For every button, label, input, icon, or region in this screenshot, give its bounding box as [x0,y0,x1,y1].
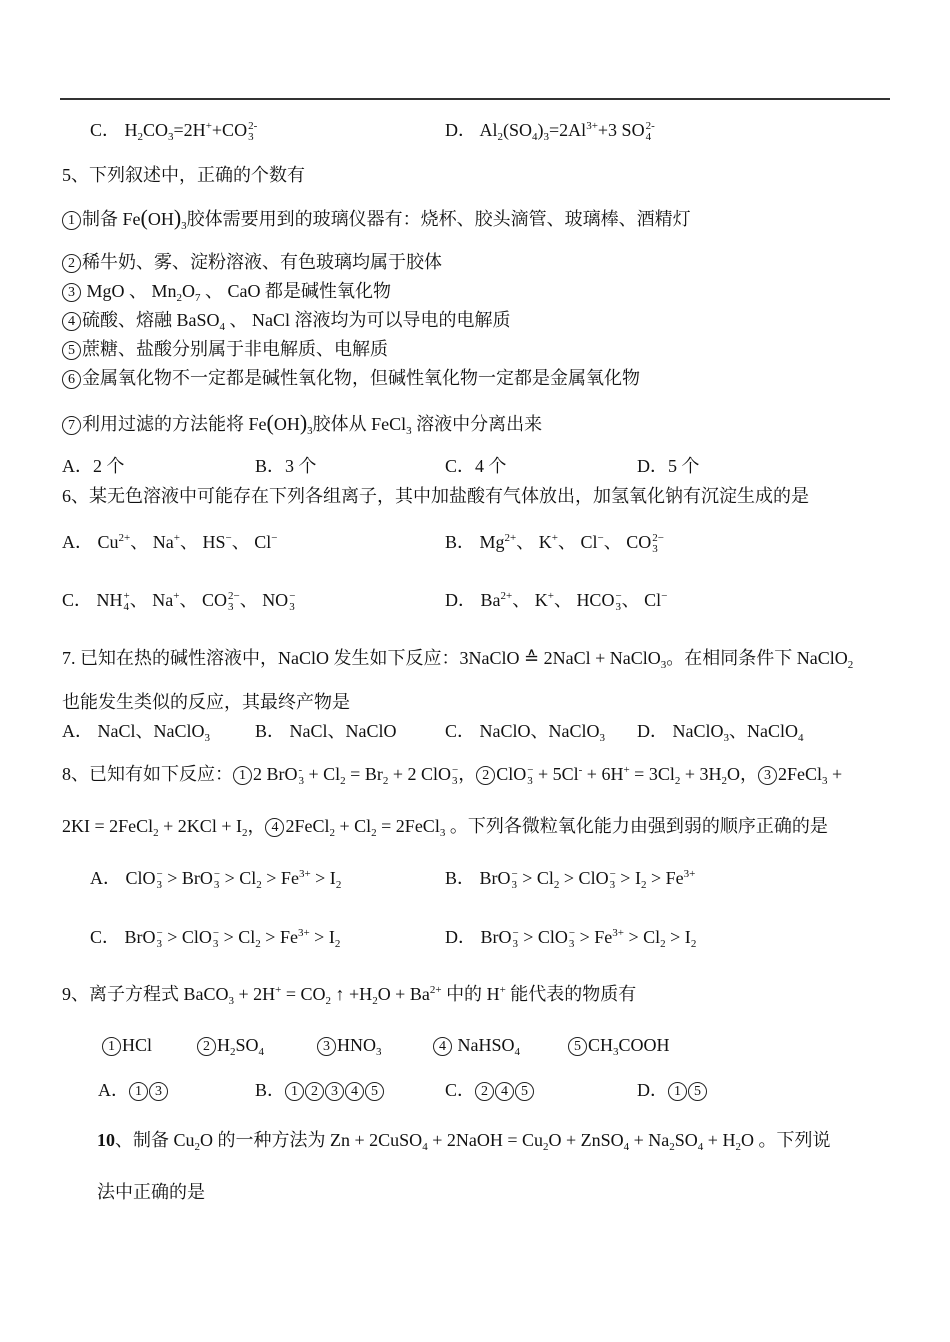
q10-stem-line1: 10、制备 $Cu_2O$ 的一种方法为 Zn + 2CuSO$_4$ + 2NaOH = $Cu_2O$ + ZnSO$_4$ + $Na_2SO_4 + H_2O$ 。下列说 [97,1130,831,1153]
option-d-al2so43: D． $Al_2(SO_4)_3=2Al^{3+}+3$ SO 2- 4 [445,119,655,143]
q5-statement-2: 2 稀牛奶、雾、淀粉溶液、有色玻璃均属于胶体 [62,250,442,274]
q7-option-d[interactable]: D． NaClO$_3$、NaClO$_4$ [637,721,804,744]
q10-stem-line2: 法中正确的是 [97,1182,205,1202]
circled-number-5: 5 [62,341,81,360]
q5-stem: 5、下列叙述中，正确的个数有 [62,165,305,185]
q9-option-a[interactable]: A． 1 3 [98,1078,169,1102]
q7-stem-line2: 也能发生类似的反应，其最终产物是 [62,692,350,712]
q5-option-b[interactable]: B．3 个 [255,456,317,476]
q9-option-c[interactable]: C． 2 4 5 [445,1078,535,1102]
q6-option-a[interactable]: A． $Cu^{2+}$、 Na+、 HS−、 Cl− [62,532,278,552]
q5-option-c[interactable]: C．4 个 [445,456,507,476]
q5-statement-1: 1 制备 $Fe(OH)_3$胶体需要用到的玻璃仪器有：烧杯、胶头滴管、玻璃棒、酒精灯 [62,206,691,230]
q8-stem-line1: 8、已知有如下反应： 1 2 BrO - 3 + $Cl_2 = Br_2 + 2$ ClO − 3 ， 2 ClO − 3 + $5Cl^- + 6H^+ = 3Cl_2 + 3H_2O$， 3 2FeCl$_3$ + [62,763,843,787]
q9-substance-5: 5 $CH_3COOH$ [568,1033,670,1057]
header-rule [60,98,890,100]
q8-option-c[interactable]: C． BrO − 3 > ClO − 3 > $Cl_2 > Fe^{3+} > I_2$ [90,926,341,950]
option-c-h2co3: C． $H_2CO_3=2H^++CO$ 2- 3 [90,119,258,143]
circled-number-2: 2 [62,254,81,273]
q6-option-d[interactable]: D． $Ba^{2+}$、 K+、 HCO − 3 、 Cl− [445,589,668,613]
q7-option-c[interactable]: C． NaClO、NaClO$_3$ [445,721,606,744]
q8-stem-line2: 2KI = 2FeCl$_2$ + $2KCl + I_2$， 4 2FeCl$_2$ + $Cl_2$ = 2FeCl$_3$ 。下列各微粒氧化能力由强到弱的顺序正确的是 [62,816,828,839]
q9-substance-4: 4 NaHSO$_4$ [433,1033,520,1057]
q7-option-a[interactable]: A． NaCl、NaClO$_3$ [62,721,210,744]
q5-statement-7: 7 利用过滤的方法能将 $Fe(OH)_3$胶体从 FeCl$_3$ 溶液中分离出来 [62,411,542,435]
q6-option-b[interactable]: B． $Mg^{2+}$、 K+、 Cl−、 CO 2− 3 [445,531,664,555]
q7-stem-line1: 7. 已知在热的碱性溶液中，NaClO 发生如下反应：3NaClO ≙ 2NaCl + NaClO$_3$。在相同条件下 NaClO$_2$ [62,648,854,671]
q8-option-b[interactable]: B． BrO − 3 > $Cl_2$ > ClO − 3 > $I_2 > Fe^{3+}$ [445,867,696,891]
circled-number-7: 7 [62,416,81,435]
q5-statement-5: 5 蔗糖、盐酸分别属于非电解质、电解质 [62,337,388,361]
q10-number: 10 [97,1130,115,1150]
q5-statement-6: 6 金属氧化物不一定都是碱性氧化物，但碱性氧化物一定都是金属氧化物 [62,366,640,390]
q5-option-d[interactable]: D．5 个 [637,456,700,476]
q5-option-a[interactable]: A．2 个 [62,456,125,476]
q7-option-b[interactable]: B． NaCl、NaClO [255,721,397,741]
circled-number-3: 3 [62,283,81,302]
q9-substance-2: 2 $H_2SO_4$ [197,1033,264,1057]
circled-number-6: 6 [62,370,81,389]
q8-option-d[interactable]: D． BrO − 3 > ClO − 3 > $Fe^{3+} > Cl_2 > I_2$ [445,926,697,950]
q6-option-c[interactable]: C． NH + 4 、 Na+、 CO 2− 3 、 NO − 3 [62,589,296,613]
q9-substance-3: 3 $HNO_3$ [317,1033,382,1057]
q5-statement-3: 3 MgO 、 $Mn_2O_7$ 、 CaO 都是碱性氧化物 [62,279,391,303]
q9-stem: 9、离子方程式 BaCO$_3$ + $2H^+ = CO_2$ ↑ $+H_2O + Ba^{2+}$ 中的 H+ 能代表的物质有 [62,984,637,1007]
q8-option-a[interactable]: A． ClO − 3 > BrO − 3 > $Cl_2 > Fe^{3+} > I_2$ [90,867,342,891]
circled-number-4: 4 [62,312,81,331]
q9-option-b[interactable]: B． 1 2 3 4 5 [255,1078,385,1102]
q6-stem: 6、某无色溶液中可能存在下列各组离子，其中加盐酸有气体放出，加氢氧化钠有沉淀生成的是 [62,486,809,506]
q9-substance-1: 1 HCl [102,1033,152,1057]
q5-statement-4: 4 硫酸、熔融 BaSO$_4$ 、 NaCl 溶液均为可以导电的电解质 [62,308,511,332]
circled-number-1: 1 [62,211,81,230]
q9-option-d[interactable]: D． 1 5 [637,1078,708,1102]
